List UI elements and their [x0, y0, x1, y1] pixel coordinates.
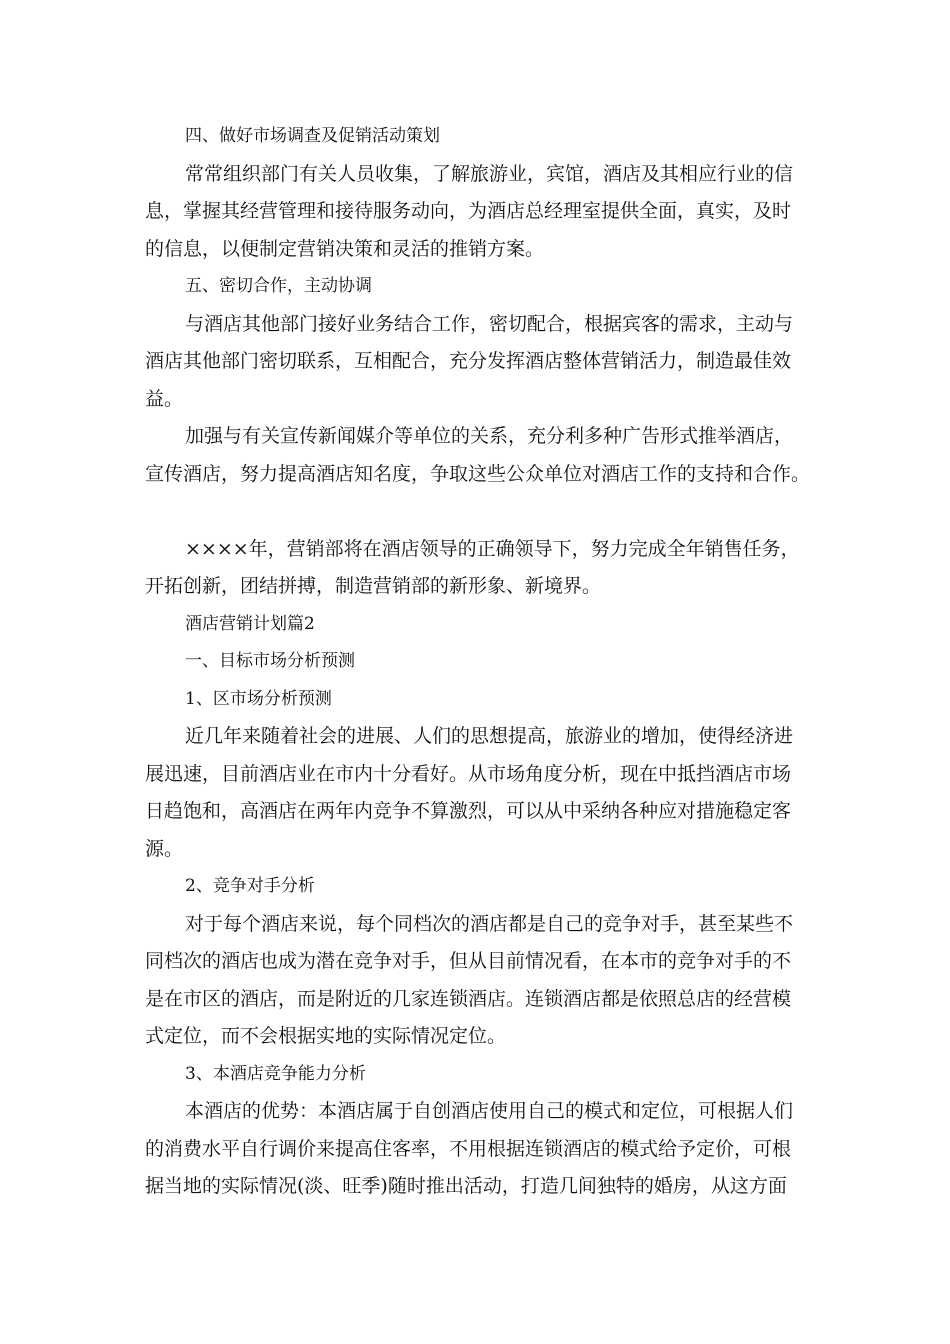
heading-text: 3、本酒店竞争能力分析: [185, 1063, 366, 1084]
blank-line: [145, 493, 825, 531]
section-heading: [145, 268, 825, 306]
paragraph-line: 展迅速，目前酒店业在市内十分看好。从市场角度分析，现在中抵挡酒店市场: [145, 762, 792, 785]
paragraph-line: 开拓创新，团结拼搏，制造营销部的新形象、新境界。: [145, 575, 602, 597]
paragraph-line: 益。: [145, 387, 184, 410]
paragraph-line: 酒店其他部门密切联系，互相配合，充分发挥酒店整体营销活力，制造最佳效: [145, 350, 792, 372]
section-heading: [145, 1056, 825, 1094]
paragraph-line: 加强与有关宣传新闻媒介等单位的关系，充分利多种广告形式推举酒店，: [185, 425, 794, 447]
heading-text: 一、目标市场分析预测: [185, 651, 355, 671]
paragraph: [145, 1093, 825, 1206]
paragraph-line: 对于每个酒店来说，每个同档次的酒店都是自己的竞争对手，甚至某些不: [185, 912, 794, 935]
paragraph-line: 常常组织部门有关人员收集，了解旅游业，宾馆，酒店及其相应行业的信: [185, 162, 794, 185]
paragraph-line: 据当地的实际情况(淡、旺季)随时推出活动，打造几间独特的婚房，从这方面: [145, 1175, 787, 1197]
paragraph-line: 同档次的酒店也成为潜在竞争对手，但从目前情况看，在本市的竞争对手的不: [145, 950, 792, 972]
section-heading: [145, 118, 825, 156]
section-heading: [145, 868, 825, 906]
paragraph-line: 式定位，而不会根据实地的实际情况定位。: [145, 1025, 507, 1047]
document-page: [145, 118, 825, 1206]
paragraph-line: 本酒店的优势：本酒店属于自创酒店使用自己的模式和定位，可根据人们: [185, 1100, 794, 1122]
paragraph-line: 的消费水平自行调价来提高住客率，不用根据连锁酒店的模式给予定价，可根: [145, 1137, 792, 1160]
paragraph-line: ××××年，营销部将在酒店领导的正确领导下，努力完成全年销售任务，: [185, 537, 800, 560]
heading-text: 2、竞争对手分析: [185, 876, 315, 896]
paragraph: [145, 418, 825, 493]
paragraph-line: 息，掌握其经营管理和接待服务动向，为酒店总经理室提供全面，真实，及时: [145, 200, 792, 222]
paragraph: [145, 156, 825, 269]
paragraph: [145, 718, 825, 868]
paragraph: [145, 906, 825, 1056]
paragraph-line: 是在市区的酒店，而是附近的几家连锁酒店。连锁酒店都是依照总店的经营模: [145, 987, 792, 1010]
section-heading: [145, 681, 825, 719]
paragraph-line: 日趋饱和，高酒店在两年内竞争不算激烈，可以从中采纳各种应对措施稳定客: [145, 800, 792, 822]
section-heading: [145, 643, 825, 681]
heading-text: 1、区市场分析预测: [185, 688, 332, 709]
paragraph-line: 宣传酒店，努力提高酒店知名度，争取这些公众单位对酒店工作的支持和合作。: [145, 462, 811, 485]
paragraph-line: 的信息，以便制定营销决策和灵活的推销方案。: [145, 237, 545, 260]
section-heading: [145, 606, 825, 644]
heading-text: 五、密切合作，主动协调: [185, 276, 372, 296]
paragraph-line: 近几年来随着社会的进展、人们的思想提高，旅游业的增加，使得经济进: [185, 725, 794, 747]
paragraph-line: 源。: [145, 837, 184, 860]
paragraph: [145, 306, 825, 419]
paragraph: [145, 531, 825, 606]
heading-text: 四、做好市场调查及促销活动策划: [185, 126, 440, 146]
paragraph-line: 与酒店其他部门接好业务结合工作，密切配合，根据宾客的需求，主动与: [185, 312, 794, 335]
heading-text: 酒店营销计划篇2: [185, 613, 315, 634]
